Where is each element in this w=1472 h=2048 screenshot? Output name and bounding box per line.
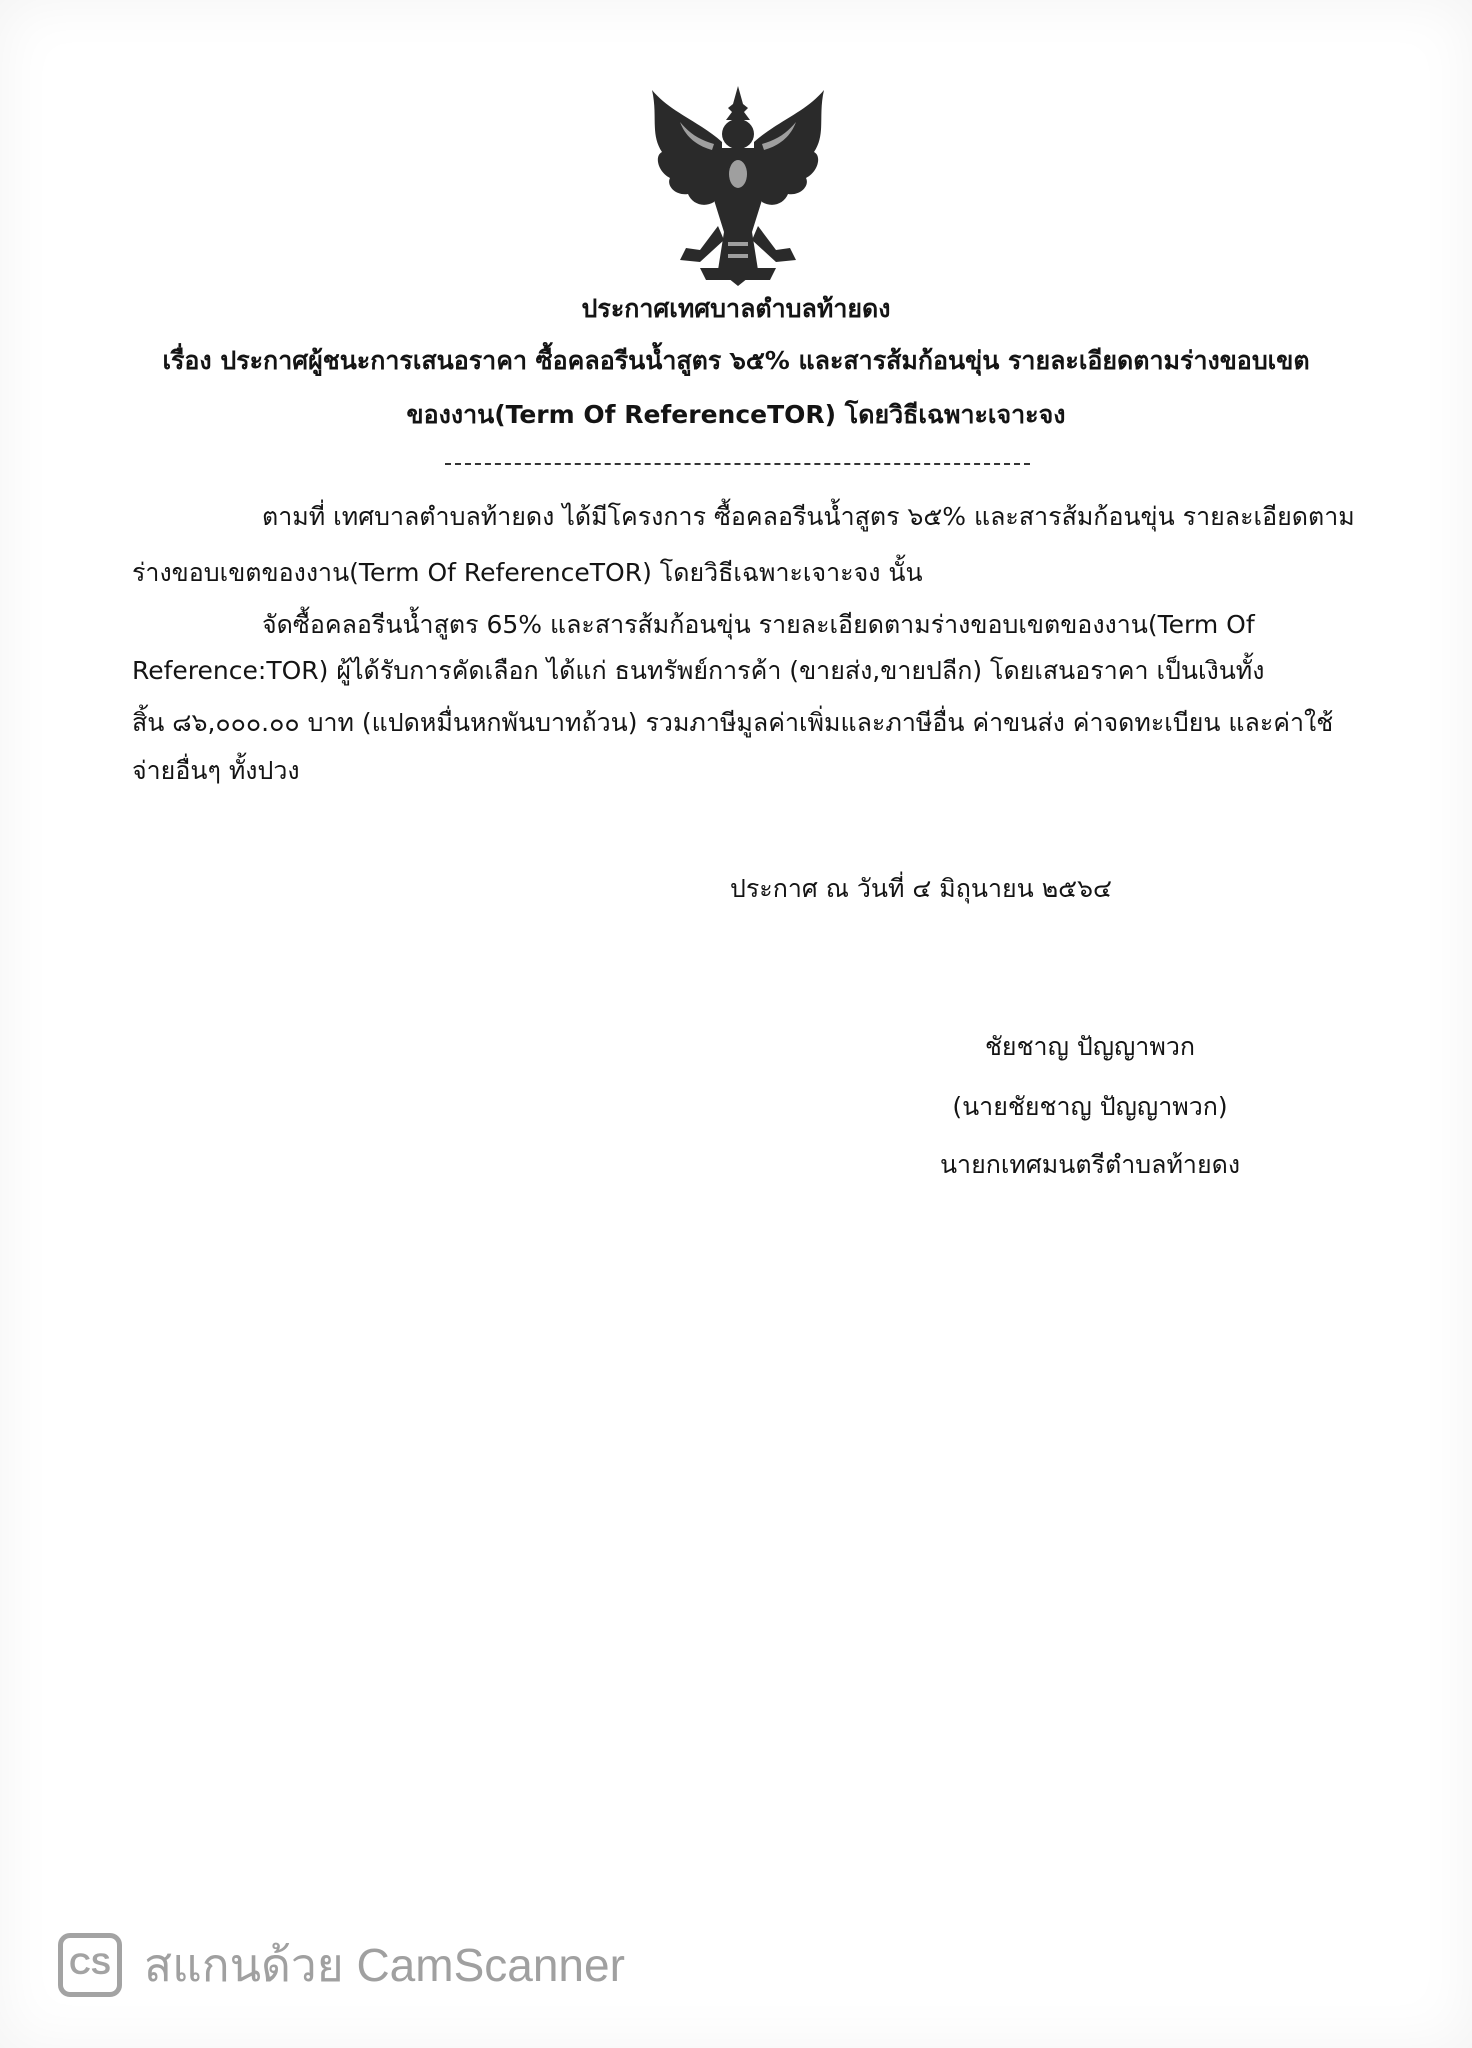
signature-position: นายกเทศมนตรีตำบลท้ายดง (939, 1150, 1241, 1179)
camscanner-watermark (58, 1930, 625, 2000)
camscanner-logo-icon: CS (58, 1933, 122, 1997)
document-title: ประกาศเทศบาลตำบลท้ายดง (581, 294, 891, 323)
body-paragraph-2-line-2: Reference:TOR) ผู้ได้รับการคัดเลือก ได้แก่ ธนทรัพย์การค้า (ขายส่ง,ขายปลีก) โดยเสนอราคา เป็นเงินทั้ง (132, 656, 1265, 685)
announcement-date: ประกาศ ณ วันที่ ๔ มิถุนายน ๒๕๖๔ (730, 874, 1112, 903)
garuda-emblem-icon (640, 82, 836, 292)
body-paragraph-2-line-1: จัดซื้อคลอรีนน้ำสูตร 65% และสารส้มก้อนขุ่น รายละเอียดตามร่างขอบเขตของงาน(Term Of (262, 610, 1255, 639)
body-paragraph-1-line-1: ตามที่ เทศบาลตำบลท้ายดง ได้มีโครงการ ซื้อคลอรีนน้ำสูตร ๖๕% และสารส้มก้อนขุ่น รายละเอียดตาม (262, 502, 1355, 531)
signature-full-name: (นายชัยชาญ ปัญญาพวก) (952, 1092, 1228, 1121)
subject-line-1: เรื่อง ประกาศผู้ชนะการเสนอราคา ซื้อคลอรีนน้ำสูตร ๖๕% และสารส้มก้อนขุ่น รายละเอียดตามร่างขอบเขต (162, 346, 1310, 375)
subject-line-2: ของงาน(Term Of ReferenceTOR) โดยวิธีเฉพาะเจาะจง (406, 400, 1066, 429)
body-paragraph-2-line-4: จ่ายอื่นๆ ทั้งปวง (132, 756, 300, 785)
section-divider (445, 463, 1030, 465)
body-paragraph-1-line-2: ร่างขอบเขตของงาน(Term Of ReferenceTOR) โดยวิธีเฉพาะเจาะจง นั้น (132, 558, 923, 587)
body-paragraph-2-line-3: สิ้น ๘๖,๐๐๐.๐๐ บาท (แปดหมื่นหกพันบาทถ้วน) รวมภาษีมูลค่าเพิ่มและภาษีอื่น ค่าขนส่ง ค่าจดทะเบียน และค่าใช้ (132, 708, 1334, 737)
signature-name: ชัยชาญ ปัญญาพวก (984, 1032, 1196, 1061)
watermark-text: สแกนด้วย CamScanner (144, 1938, 625, 1991)
